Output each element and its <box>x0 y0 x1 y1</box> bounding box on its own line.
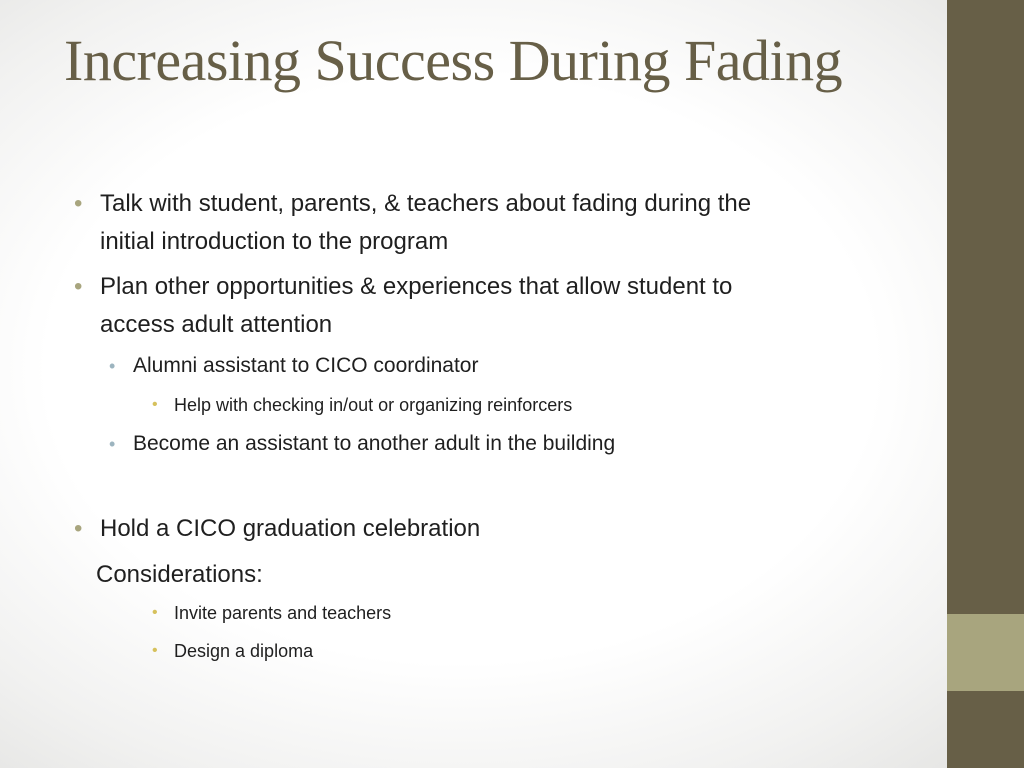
bullet-text: Alumni assistant to CICO coordinator <box>133 354 479 377</box>
bullet-marker: • <box>152 642 158 659</box>
bullet-line: access adult attention <box>100 311 333 338</box>
bullet-item <box>74 268 733 344</box>
bullet-line: Plan other opportunities & experiences that allow student to <box>100 273 733 300</box>
bullet-text: Become an assistant to another adult in the building <box>133 432 616 455</box>
bullet-text: Hold a CICO graduation celebration <box>100 515 481 542</box>
sub-sub-bullet-item <box>152 392 573 418</box>
slide-title: Increasing Success During Fading <box>64 28 843 93</box>
sub-bullet-item <box>109 351 479 381</box>
bullet-text: Invite parents and teachers <box>174 603 392 623</box>
bullet-marker: • <box>74 273 83 300</box>
considerations-label: Considerations: <box>96 561 263 588</box>
bullet-marker: • <box>152 396 158 413</box>
bullet-marker: • <box>152 604 158 621</box>
bullet-marker: • <box>109 434 116 454</box>
bullet-marker: • <box>74 190 83 217</box>
sidebar-accent-block <box>947 614 1024 691</box>
bullet-text: Design a diploma <box>174 641 314 661</box>
bullet-marker: • <box>74 515 83 542</box>
bullet-line: Talk with student, parents, & teachers about fading during the <box>100 190 752 217</box>
bullet-item <box>74 185 752 261</box>
bullet-item <box>74 510 481 548</box>
bullet-text: Help with checking in/out or organizing reinforcers <box>174 395 573 415</box>
bullet-line: initial introduction to the program <box>100 228 449 255</box>
sub-sub-bullet-item <box>152 600 392 626</box>
sub-sub-bullet-item <box>152 638 314 664</box>
sub-bullet-item <box>109 429 616 459</box>
bullet-marker: • <box>109 356 116 376</box>
